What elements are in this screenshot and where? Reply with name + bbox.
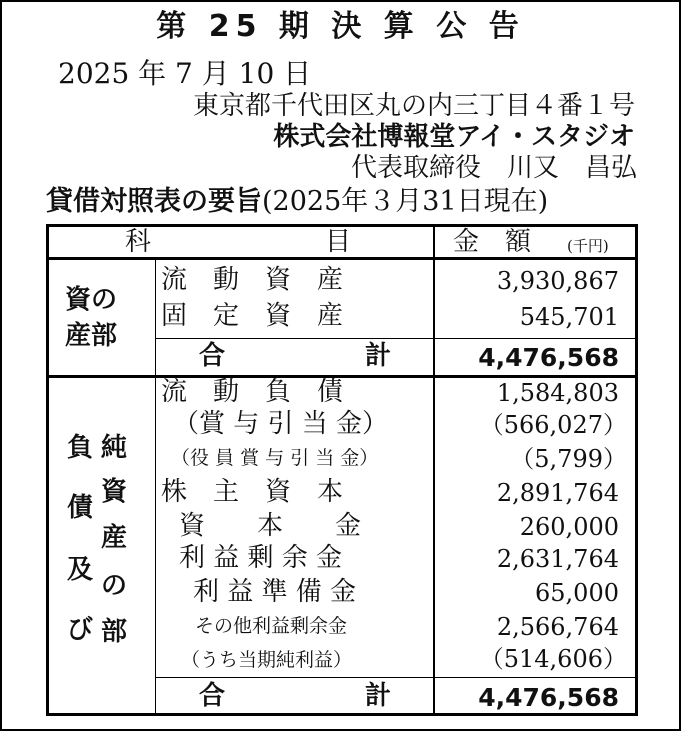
liab-row-label: （役 員 賞 与 引 当 金） <box>171 447 379 469</box>
assets-total-label-2: 計 <box>365 341 392 371</box>
liab-row-value: （514,606） <box>479 645 627 673</box>
notice-title: 第 25 期 決 算 公 告 <box>156 9 525 44</box>
subtitle-main: 貸借対照表の要旨 <box>46 186 262 217</box>
assets-total-divider <box>155 338 635 339</box>
header-item-2: 目 <box>325 227 352 257</box>
assets-category-line2: 産部 <box>65 321 118 351</box>
header-amount: 金 額 <box>453 227 532 257</box>
representative: 代表取締役 川又 昌弘 <box>350 153 637 183</box>
liab-row-value: 65,000 <box>535 579 619 607</box>
liabilities-total-divider <box>155 677 635 678</box>
asset-row-label: 流 動 資 産 <box>161 265 344 295</box>
liab-row-value: （566,027） <box>479 411 627 439</box>
assets-total-label-1: 合 <box>199 341 226 371</box>
net-category-char: の <box>101 571 128 601</box>
net-category-char: 純 <box>101 433 128 463</box>
liab-total-label-2: 計 <box>365 681 392 711</box>
liab-row-value: 2,631,764 <box>496 545 619 573</box>
net-category-char: 部 <box>101 617 128 647</box>
notice-date: 2025 年 7 月 10 日 <box>58 57 312 90</box>
liab-category-char: 債 <box>67 493 94 523</box>
liab-category-char: び <box>67 615 94 645</box>
balance-sheet-table <box>46 224 638 716</box>
liab-row-value: 260,000 <box>519 513 619 541</box>
liab-row-label: （うち当期純利益） <box>181 649 353 671</box>
liab-row-label: 利 益 準 備 金 <box>193 577 357 607</box>
liab-row-label: 利 益 剰 余 金 <box>179 543 343 573</box>
liab-row-label: その他利益剰余金 <box>195 615 348 637</box>
liab-category-char: 負 <box>67 433 94 463</box>
liab-category-char: 及 <box>67 555 94 585</box>
asset-row-label: 固 定 資 産 <box>161 301 344 331</box>
asset-row-value: 545,701 <box>519 303 619 331</box>
liab-total-label-1: 合 <box>199 681 226 711</box>
amount-column-divider <box>433 227 435 713</box>
liab-row-value: 2,566,764 <box>496 613 619 641</box>
header-unit: (千円) <box>567 237 609 255</box>
liab-total-value: 4,476,568 <box>478 683 619 712</box>
balance-sheet-subtitle <box>46 188 548 215</box>
net-category-char: 資 <box>101 477 128 507</box>
asset-row-value: 3,930,867 <box>496 267 619 295</box>
company-name: 株式会社博報堂アイ・スタジオ <box>273 122 635 152</box>
net-category-char: 産 <box>101 523 128 553</box>
liab-row-value: （5,799） <box>510 445 627 473</box>
header-divider <box>49 257 635 260</box>
subtitle-date: (2025年３月31日現在) <box>262 186 549 217</box>
header-item-1: 科 <box>125 227 152 257</box>
assets-category-line1: 資の <box>65 285 118 315</box>
liab-row-value: 2,891,764 <box>496 479 619 507</box>
liab-row-value: 1,584,803 <box>496 379 619 407</box>
assets-total-value: 4,476,568 <box>478 343 619 372</box>
category-column-divider <box>155 257 156 713</box>
liab-row-label: （賞 与 引 当 金） <box>173 409 389 439</box>
company-address: 東京都千代田区丸の内三丁目４番１号 <box>192 91 635 121</box>
liab-row-label: 資 本 金 <box>179 511 362 541</box>
liab-row-label: 株 主 資 本 <box>161 477 344 507</box>
liab-row-label: 流 動 負 債 <box>161 377 344 407</box>
